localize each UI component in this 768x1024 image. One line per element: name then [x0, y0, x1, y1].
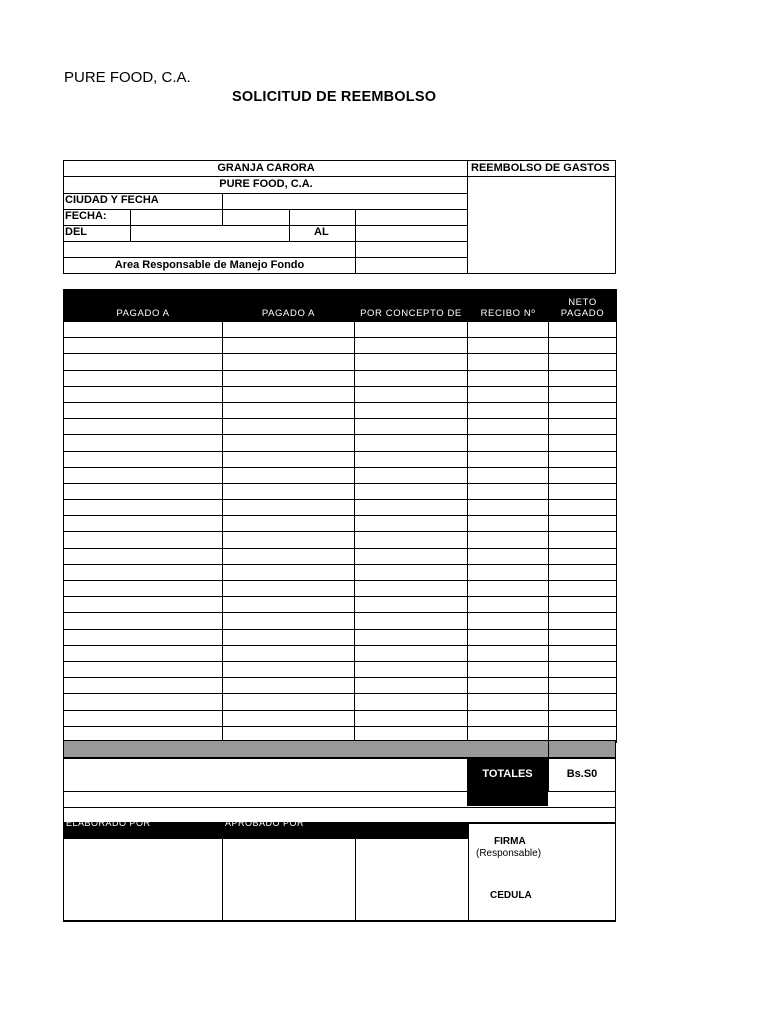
table-cell[interactable]: [468, 581, 549, 597]
table-cell[interactable]: [64, 661, 223, 677]
table-cell[interactable]: [64, 516, 223, 532]
neto-line-1: NETO: [568, 297, 597, 308]
table-cell[interactable]: [64, 678, 223, 694]
table-cell[interactable]: [223, 451, 355, 467]
table-cell[interactable]: [468, 694, 549, 710]
table-cell[interactable]: [468, 629, 549, 645]
table-row: [64, 402, 617, 418]
table-cell[interactable]: [355, 564, 468, 580]
table-row: [64, 694, 617, 710]
table-body: [64, 322, 617, 743]
table-row: [64, 678, 617, 694]
table-row: [64, 370, 617, 386]
table-cell[interactable]: [355, 354, 468, 370]
table-cell[interactable]: [355, 370, 468, 386]
expense-table: [63, 289, 617, 743]
table-cell[interactable]: [64, 710, 223, 726]
table-cell[interactable]: [549, 548, 617, 564]
table-cell[interactable]: [468, 548, 549, 564]
table-cell[interactable]: [549, 370, 617, 386]
table-cell[interactable]: [223, 564, 355, 580]
table-cell[interactable]: [468, 322, 549, 338]
fecha-label: FECHA:: [65, 210, 107, 222]
table-cell[interactable]: [468, 710, 549, 726]
aprobado-por-label: APROBADO POR: [225, 818, 305, 828]
table-cell[interactable]: [64, 532, 223, 548]
table-cell[interactable]: [355, 629, 468, 645]
table-cell[interactable]: [549, 710, 617, 726]
table-row: [64, 322, 617, 338]
company-name: PURE FOOD, C.A.: [64, 69, 191, 86]
table-row: [64, 645, 617, 661]
firma-label: FIRMA: [494, 836, 526, 847]
table-cell[interactable]: [64, 451, 223, 467]
table-cell[interactable]: [549, 386, 617, 402]
table-cell[interactable]: [549, 629, 617, 645]
totals-value: Bs.S0: [566, 768, 598, 780]
table-cell[interactable]: [468, 338, 549, 354]
table-cell[interactable]: [468, 532, 549, 548]
table-cell[interactable]: [64, 629, 223, 645]
col-header-concepto: POR CONCEPTO DE: [355, 290, 468, 322]
table-cell[interactable]: [223, 386, 355, 402]
table-cell[interactable]: [64, 322, 223, 338]
table-cell[interactable]: [549, 435, 617, 451]
table-cell[interactable]: [549, 483, 617, 499]
table-cell[interactable]: [468, 678, 549, 694]
table-cell[interactable]: [64, 402, 223, 418]
table-cell[interactable]: [64, 435, 223, 451]
table-cell[interactable]: [64, 338, 223, 354]
granja-label: GRANJA CARORA: [217, 162, 315, 174]
table-cell[interactable]: [355, 322, 468, 338]
table-cell[interactable]: [223, 435, 355, 451]
reembolso-gastos-label: REEMBOLSO DE GASTOS: [471, 162, 610, 174]
table-cell[interactable]: [549, 338, 617, 354]
table-cell[interactable]: [549, 419, 617, 435]
table-cell[interactable]: [64, 500, 223, 516]
table-cell[interactable]: [549, 516, 617, 532]
table-cell[interactable]: [64, 597, 223, 613]
table-cell[interactable]: [64, 613, 223, 629]
table-cell[interactable]: [223, 338, 355, 354]
table-cell[interactable]: [223, 516, 355, 532]
table-cell[interactable]: [64, 354, 223, 370]
table-cell[interactable]: [468, 516, 549, 532]
table-cell[interactable]: [223, 500, 355, 516]
table-cell[interactable]: [549, 532, 617, 548]
table-cell[interactable]: [223, 678, 355, 694]
table-row: [64, 532, 617, 548]
table-cell[interactable]: [468, 564, 549, 580]
table-cell[interactable]: [223, 322, 355, 338]
table-row: [64, 435, 617, 451]
col-header-recibo: RECIBO Nº: [468, 290, 549, 322]
table-cell[interactable]: [549, 613, 617, 629]
table-cell[interactable]: [223, 483, 355, 499]
table-cell[interactable]: [355, 419, 468, 435]
table-row: [64, 516, 617, 532]
table-cell[interactable]: [549, 694, 617, 710]
responsable-label: (Responsable): [476, 848, 542, 859]
table-row: [64, 661, 617, 677]
table-cell[interactable]: [549, 564, 617, 580]
table-cell[interactable]: [223, 419, 355, 435]
table-cell[interactable]: [549, 467, 617, 483]
table-cell[interactable]: [223, 645, 355, 661]
table-cell[interactable]: [355, 500, 468, 516]
table-row: [64, 354, 617, 370]
table-row: [64, 548, 617, 564]
table-cell[interactable]: [223, 354, 355, 370]
table-cell[interactable]: [355, 661, 468, 677]
table-cell[interactable]: [355, 532, 468, 548]
table-row: [64, 483, 617, 499]
table-cell[interactable]: [355, 467, 468, 483]
table-cell[interactable]: [468, 402, 549, 418]
signature-header-bar: [63, 818, 468, 839]
info-block: [63, 160, 616, 274]
table-cell[interactable]: [468, 386, 549, 402]
table-cell[interactable]: [468, 500, 549, 516]
table-cell[interactable]: [468, 354, 549, 370]
table-cell[interactable]: [223, 532, 355, 548]
table-cell[interactable]: [355, 338, 468, 354]
area-responsable-label: Area Responsable de Manejo Fondo: [114, 259, 305, 271]
table-cell[interactable]: [355, 516, 468, 532]
table-cell[interactable]: [468, 661, 549, 677]
table-cell[interactable]: [64, 548, 223, 564]
table-row: [64, 467, 617, 483]
table-cell[interactable]: [549, 500, 617, 516]
table-cell[interactable]: [64, 370, 223, 386]
table-cell[interactable]: [223, 694, 355, 710]
table-cell[interactable]: [549, 402, 617, 418]
table-cell[interactable]: [355, 710, 468, 726]
table-cell[interactable]: [355, 613, 468, 629]
table-cell[interactable]: [355, 645, 468, 661]
table-cell[interactable]: [468, 483, 549, 499]
table-cell[interactable]: [355, 435, 468, 451]
table-row: [64, 710, 617, 726]
table-cell[interactable]: [64, 386, 223, 402]
table-cell[interactable]: [223, 467, 355, 483]
cedula-label: CEDULA: [490, 890, 532, 901]
table-cell[interactable]: [223, 597, 355, 613]
table-cell[interactable]: [223, 710, 355, 726]
table-row: [64, 581, 617, 597]
subtotal-bar: [63, 740, 616, 758]
table-cell[interactable]: [549, 597, 617, 613]
table-cell[interactable]: [223, 402, 355, 418]
table-row: [64, 451, 617, 467]
table-row: [64, 613, 617, 629]
table-cell[interactable]: [64, 467, 223, 483]
del-label: DEL: [65, 226, 87, 238]
col-header-pagado-a-2: PAGADO A: [223, 290, 355, 322]
table-cell[interactable]: [223, 581, 355, 597]
table-row: [64, 597, 617, 613]
subtotal-divider: [548, 740, 549, 758]
table-cell[interactable]: [549, 451, 617, 467]
table-cell[interactable]: [549, 678, 617, 694]
ciudad-fecha-label: CIUDAD Y FECHA: [65, 194, 159, 206]
table-cell[interactable]: [355, 386, 468, 402]
neto-line-2: PAGADO: [560, 308, 605, 319]
table-cell[interactable]: [64, 564, 223, 580]
table-cell[interactable]: [549, 645, 617, 661]
table-row: [64, 419, 617, 435]
table-cell[interactable]: [355, 548, 468, 564]
table-cell[interactable]: [468, 370, 549, 386]
table-cell[interactable]: [355, 597, 468, 613]
table-cell[interactable]: [468, 451, 549, 467]
table-cell[interactable]: [64, 694, 223, 710]
table-cell[interactable]: [355, 678, 468, 694]
table-cell[interactable]: [64, 645, 223, 661]
empresa-label: PURE FOOD, C.A.: [219, 178, 313, 190]
table-cell[interactable]: [468, 435, 549, 451]
col-header-neto-pagado: [549, 290, 617, 322]
table-cell[interactable]: [223, 370, 355, 386]
elaborado-por-label: ELABORADO POR: [66, 818, 151, 828]
table-row: [64, 564, 617, 580]
table-cell[interactable]: [355, 451, 468, 467]
totals-label: TOTALES: [467, 758, 548, 806]
table-cell[interactable]: [355, 483, 468, 499]
table-cell[interactable]: [355, 694, 468, 710]
table-cell[interactable]: [64, 581, 223, 597]
table-cell[interactable]: [223, 548, 355, 564]
table-cell[interactable]: [355, 581, 468, 597]
table-cell[interactable]: [468, 597, 549, 613]
table-cell[interactable]: [64, 483, 223, 499]
table-cell[interactable]: [223, 661, 355, 677]
table-cell[interactable]: [64, 419, 223, 435]
table-cell[interactable]: [549, 322, 617, 338]
page-title: SOLICITUD DE REEMBOLSO: [232, 89, 437, 105]
col-header-pagado-a-1: PAGADO A: [64, 290, 223, 322]
al-label: AL: [314, 226, 329, 238]
table-row: [64, 500, 617, 516]
table-cell[interactable]: [549, 354, 617, 370]
table-cell[interactable]: [223, 629, 355, 645]
table-cell[interactable]: [468, 645, 549, 661]
table-cell[interactable]: [549, 581, 617, 597]
table-cell[interactable]: [468, 467, 549, 483]
table-row: [64, 386, 617, 402]
table-cell[interactable]: [355, 402, 468, 418]
table-row: [64, 338, 617, 354]
table-cell[interactable]: [468, 419, 549, 435]
table-cell[interactable]: [223, 613, 355, 629]
table-cell[interactable]: [468, 613, 549, 629]
table-cell[interactable]: [549, 661, 617, 677]
table-row: [64, 629, 617, 645]
